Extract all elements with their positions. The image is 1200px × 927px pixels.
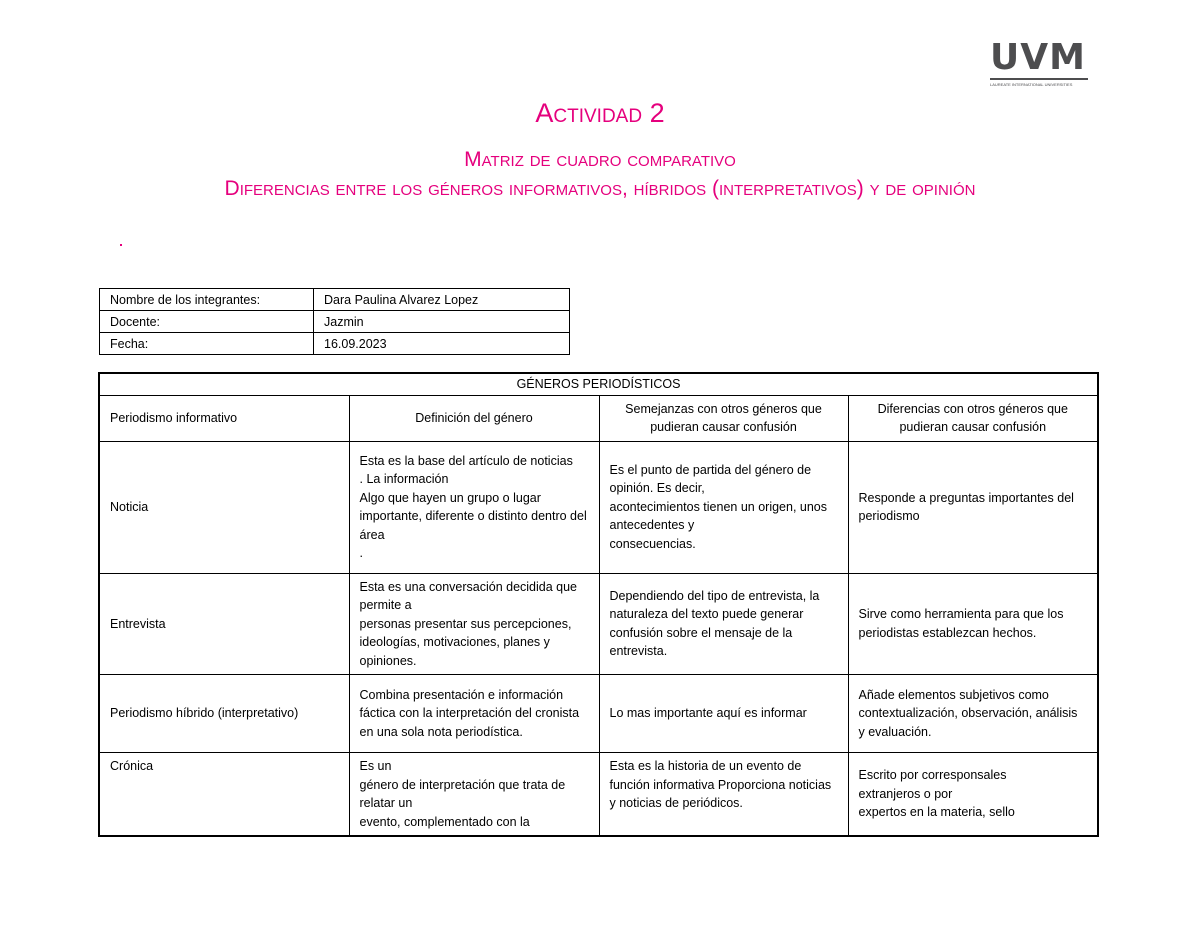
- logo-subtitle: LAUREATE INTERNATIONAL UNIVERSITIES: [990, 78, 1088, 87]
- info-value: 16.09.2023: [314, 333, 570, 355]
- activity-title: Actividad 2: [535, 98, 665, 128]
- info-label: Nombre de los integrantes:: [100, 289, 314, 311]
- column-header: Periodismo informativo: [99, 395, 349, 441]
- similarities-cell: Dependiendo del tipo de entrevista, la naturaleza del texto puede generar confusión sobre el mensaje de la entrevista.: [599, 573, 848, 675]
- definition-cell: Es un género de interpretación que trata de relatar un evento, complementado con la: [349, 753, 599, 837]
- info-row-teacher: [100, 311, 570, 333]
- definition-cell: Esta es la base del artículo de noticias . La información Algo que hayen un grupo o lugar importante, diferente o distinto dentro del área .: [349, 441, 599, 573]
- differences-cell: Sirve como herramienta para que los periodistas establezcan hechos.: [848, 573, 1098, 675]
- table-row: [99, 573, 1098, 675]
- genre-cell: Noticia: [99, 441, 349, 573]
- similarities-cell: Es el punto de partida del género de opinión. Es decir, acontecimientos tienen un origen, unos antecedentes y consecuencias.: [599, 441, 848, 573]
- info-table: [99, 288, 570, 355]
- similarities-cell: Esta es la historia de un evento de función informativa Proporciona noticias y noticias de periódicos.: [599, 753, 848, 837]
- column-header: Semejanzas con otros géneros que pudieran causar confusión: [599, 395, 848, 441]
- document-subtitle: Diferencias entre los géneros informativos, híbridos (interpretativos) y de opinión: [224, 177, 976, 200]
- table-row: [99, 675, 1098, 753]
- definition-cell: Combina presentación e información fáctica con la interpretación del cronista en una sola nota periodística.: [349, 675, 599, 753]
- matrix-title: Matriz de cuadro comparativo: [464, 148, 736, 171]
- differences-cell: Escrito por corresponsales extranjeros o por expertos en la materia, sello: [848, 753, 1098, 837]
- differences-cell: Responde a preguntas importantes del periodismo: [848, 441, 1098, 573]
- logo-mark: UVM: [990, 37, 1086, 78]
- definition-cell: Esta es una conversación decidida que permite a personas presentar sus percepciones, ideologías, motivaciones, planes y opiniones.: [349, 573, 599, 675]
- info-value: Dara Paulina Alvarez Lopez: [314, 289, 570, 311]
- bullet-mark: [120, 244, 122, 246]
- info-label: Docente:: [100, 311, 314, 333]
- column-header: Definición del género: [349, 395, 599, 441]
- info-label: Fecha:: [100, 333, 314, 355]
- genres-table: [98, 372, 1099, 837]
- uvm-logo: [990, 37, 1088, 87]
- info-row-date: [100, 333, 570, 355]
- table-caption-row: [99, 373, 1098, 395]
- table-row: [99, 441, 1098, 573]
- genre-cell: Entrevista: [99, 573, 349, 675]
- table-caption: GÉNEROS PERIODÍSTICOS: [99, 373, 1098, 395]
- table-row: [99, 753, 1098, 837]
- column-header: Diferencias con otros géneros que pudieran causar confusión: [848, 395, 1098, 441]
- similarities-cell: Lo mas importante aquí es informar: [599, 675, 848, 753]
- info-value: Jazmin: [314, 311, 570, 333]
- genre-cell: Crónica: [99, 753, 349, 837]
- table-header-row: [99, 395, 1098, 441]
- genre-cell: Periodismo híbrido (interpretativo): [99, 675, 349, 753]
- info-row-names: [100, 289, 570, 311]
- differences-cell: Añade elementos subjetivos como contextualización, observación, análisis y evaluación.: [848, 675, 1098, 753]
